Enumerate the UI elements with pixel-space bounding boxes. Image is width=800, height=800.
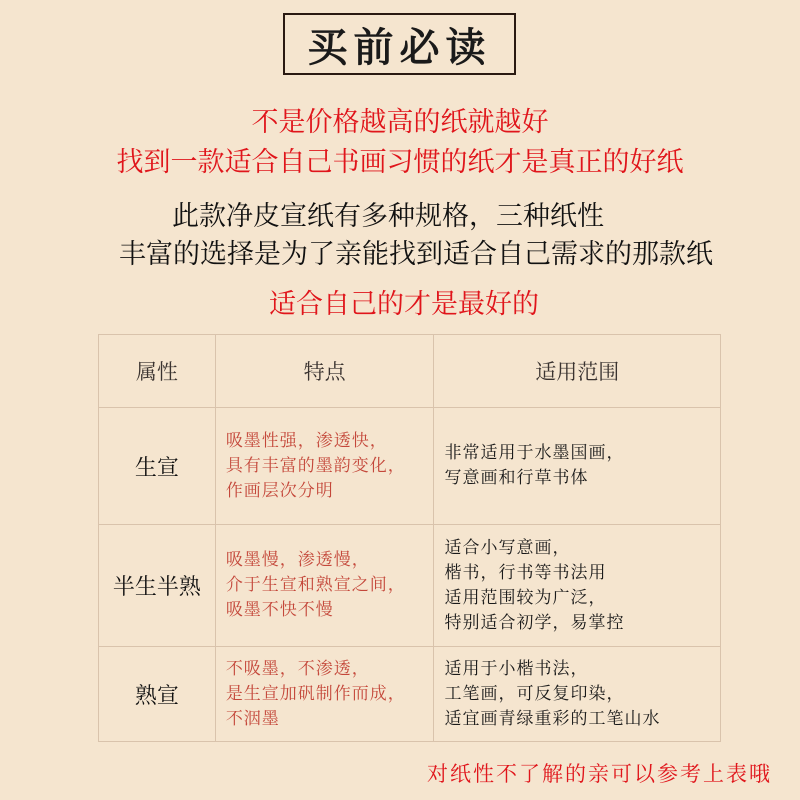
- text-choice: 丰富的选择是为了亲能找到适合自己需求的那款纸: [119, 239, 713, 270]
- feature-line: 吸墨性强，渗透快，: [225, 430, 388, 451]
- feature-line: 是生宣加矾制作而成，: [225, 683, 406, 704]
- feature-line: 吸墨慢，渗透慢，: [225, 550, 370, 570]
- feature-line: 作画层次分明: [225, 480, 334, 501]
- table-row: [99, 647, 721, 742]
- feature-line: 不吸墨，不渗透，: [225, 658, 370, 679]
- row-attr: 熟宣: [99, 647, 216, 742]
- header-scope: 适用范围: [434, 335, 721, 408]
- table-header-row: [99, 335, 721, 408]
- scope-line: 适用范围较为广泛，: [444, 587, 607, 608]
- table-row: [99, 408, 721, 525]
- header-features: 特点: [215, 335, 434, 408]
- row-scope: [434, 647, 721, 742]
- feature-line: 介于生宣和熟宣之间，: [225, 575, 406, 595]
- paper-properties-table: [98, 334, 721, 742]
- scope-line: 楷书，行书等书法用: [444, 562, 607, 583]
- feature-line: 吸墨不快不慢: [225, 600, 334, 620]
- scope-line: 特别适合初学，易掌控: [444, 612, 625, 633]
- title-box: [283, 13, 516, 75]
- feature-line: 具有丰富的墨韵变化，: [225, 455, 406, 476]
- row-features: [215, 525, 434, 647]
- row-attr: 半生半熟: [99, 525, 216, 647]
- scope-line: 适用于小楷书法，: [444, 658, 589, 679]
- row-attr: 生宣: [99, 408, 216, 525]
- table-row: [99, 525, 721, 647]
- page-title: 买前必读: [307, 23, 492, 71]
- row-scope: [434, 408, 721, 525]
- feature-line: 不洇墨: [225, 708, 280, 729]
- headline-find-paper: 找到一款适合自己书画习惯的纸才是真正的好纸: [116, 147, 684, 178]
- text-specs: 此款净皮宣纸有多种规格，三种纸性: [172, 201, 604, 232]
- footer-note: 对纸性不了解的亲可以参考上表哦: [427, 762, 772, 786]
- row-scope: [434, 525, 721, 647]
- row-features: [215, 647, 434, 742]
- row-features: [215, 408, 434, 525]
- scope-line: 适宜画青绿重彩的工笔山水: [444, 708, 661, 729]
- headline-price: 不是价格越高的纸就越好: [251, 107, 549, 138]
- scope-line: 工笔画，可反复印染，: [444, 683, 625, 704]
- scope-line: 写意画和行草书体: [444, 468, 589, 488]
- scope-line: 适合小写意画，: [444, 537, 571, 558]
- header-attr: 属性: [99, 335, 216, 408]
- headline-best: 适合自己的才是最好的: [269, 289, 539, 320]
- scope-line: 非常适用于水墨国画，: [444, 443, 625, 463]
